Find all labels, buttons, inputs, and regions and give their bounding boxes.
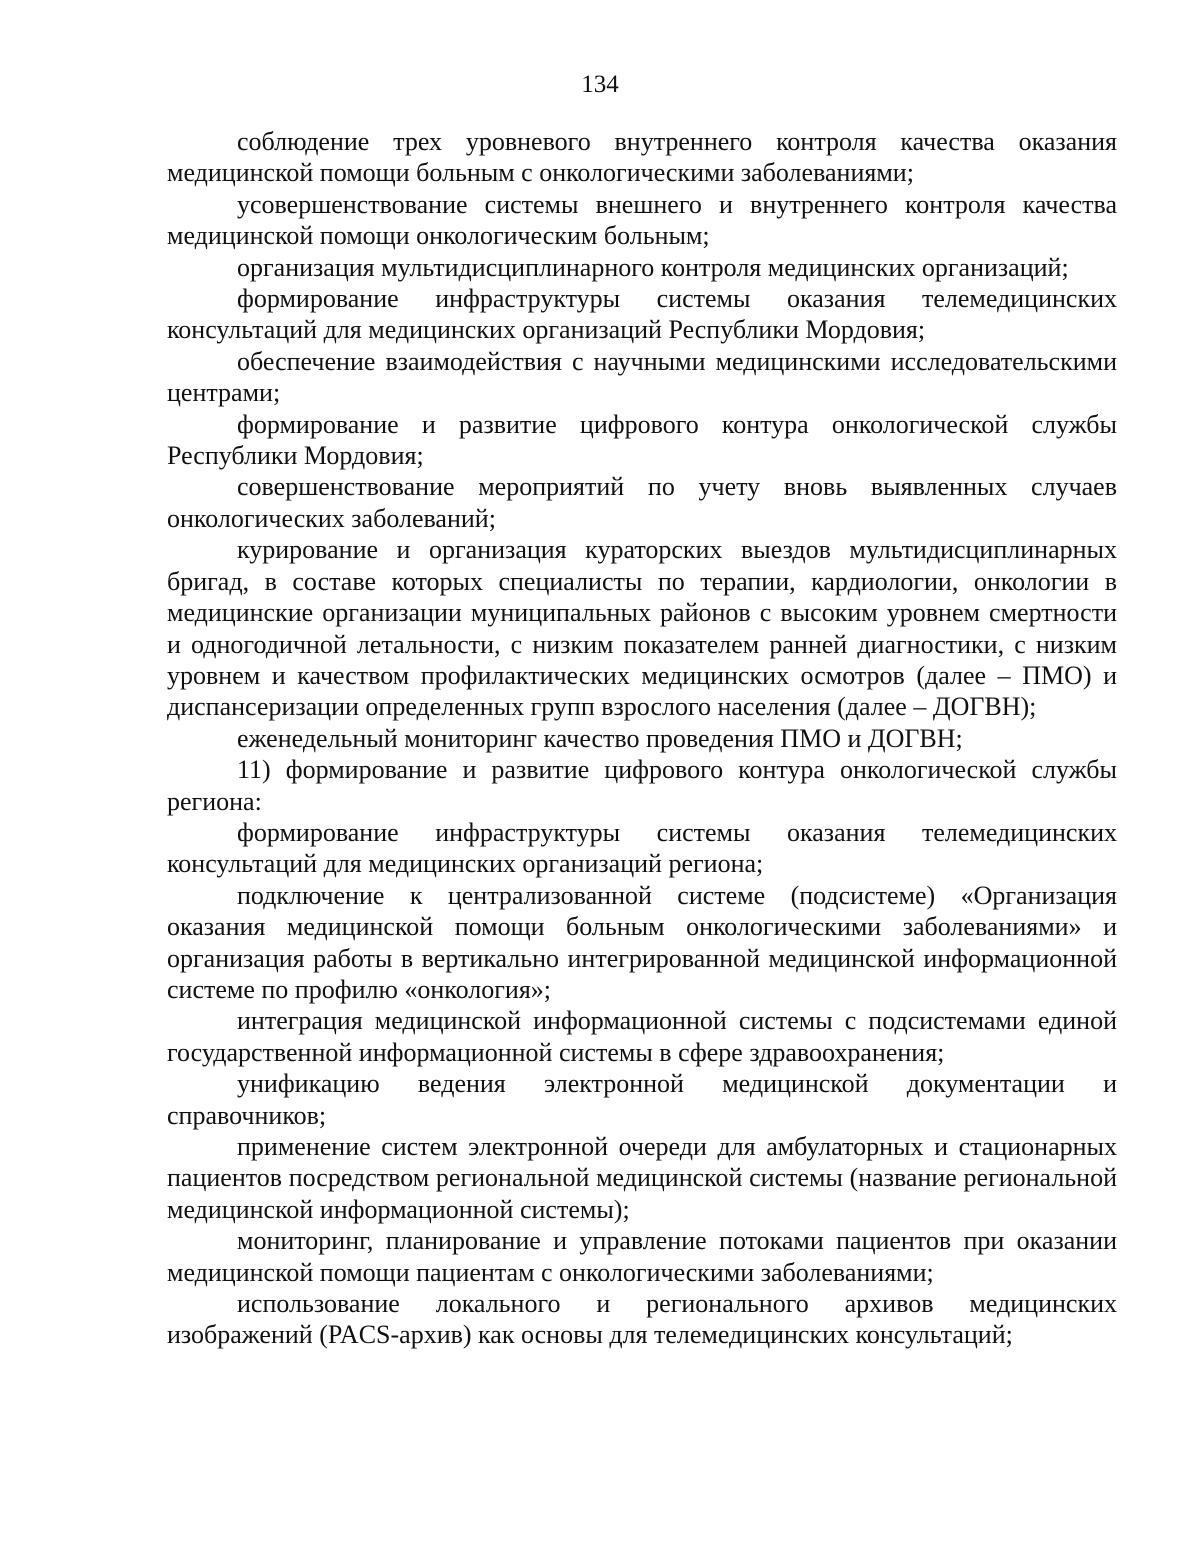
paragraph: совершенствование мероприятий по учету вновь выявленных случаев онкологических заболеваний; — [167, 472, 1117, 533]
paragraph: формирование и развитие цифрового контура онкологической службы Республики Мордовия; — [167, 409, 1117, 471]
paragraph: соблюдение трех уровневого внутреннего контроля качества оказания медицинской помощи больным с онкологическими заболеваниями; — [167, 127, 1117, 188]
paragraph: унификацию ведения электронной медицинской документации и справочников; — [167, 1069, 1117, 1130]
paragraph: мониторинг, планирование и управление потоками пациентов при оказании медицинской помощи пациентам с онкологическими заболеваниями; — [167, 1226, 1117, 1287]
paragraph: применение систем электронной очереди для амбулаторных и стационарных пациентов посредством региональной медицинской системы (название региональной медицинской информационной системы); — [167, 1132, 1117, 1224]
document-body — [167, 126, 1117, 1351]
paragraph: использование локального и регионального архивов медицинских изображений (PACS-архив) как основы для телемедицинских консультаций; — [167, 1289, 1117, 1350]
paragraph: интеграция медицинской информационной системы с подсистемами единой государственной информационной системы в сфере здравоохранения; — [167, 1006, 1117, 1067]
paragraph: формирование инфраструктуры системы оказания телемедицинских консультаций для медицинских организаций региона; — [167, 817, 1117, 879]
paragraph: формирование инфраструктуры системы оказания телемедицинских консультаций для медицинских организаций Республики Мордовия; — [167, 284, 1117, 345]
paragraph: обеспечение взаимодействия с научными медицинскими исследовательскими центрами; — [167, 346, 1117, 408]
paragraph: организация мультидисциплинарного контроля медицинских организаций; — [237, 252, 1069, 282]
paragraph: усовершенствование системы внешнего и внутреннего контроля качества медицинской помощи онкологическим больным; — [167, 189, 1117, 251]
page-number: 134 — [581, 71, 619, 98]
paragraph: подключение к централизованной системе (подсистеме) «Организация оказания медицинской помощи больным онкологическими заболеваниями» и организация работы в вертикально интегрированной медицинской информационной системе по профилю «онкология»; — [167, 880, 1117, 1004]
paragraph: еженедельный мониторинг качество проведения ПМО и ДОГВН; — [237, 723, 963, 753]
paragraph: 11) формирование и развитие цифрового контура онкологической службы региона: — [167, 755, 1117, 816]
paragraph: курирование и организация кураторских выездов мультидисциплинарных бригад, в составе которых специалисты по терапии, кардиологии, онкологии в медицинские организации муниципальных районов с высоким уровнем смертности и одногодичной летальности, с низким показателем ранней диагностики, с низким уровнем и качеством профилактических медицинских осмотров (далее – ПМО) и диспансеризации определенных групп взрослого населения (далее – ДОГВН); — [167, 535, 1117, 722]
